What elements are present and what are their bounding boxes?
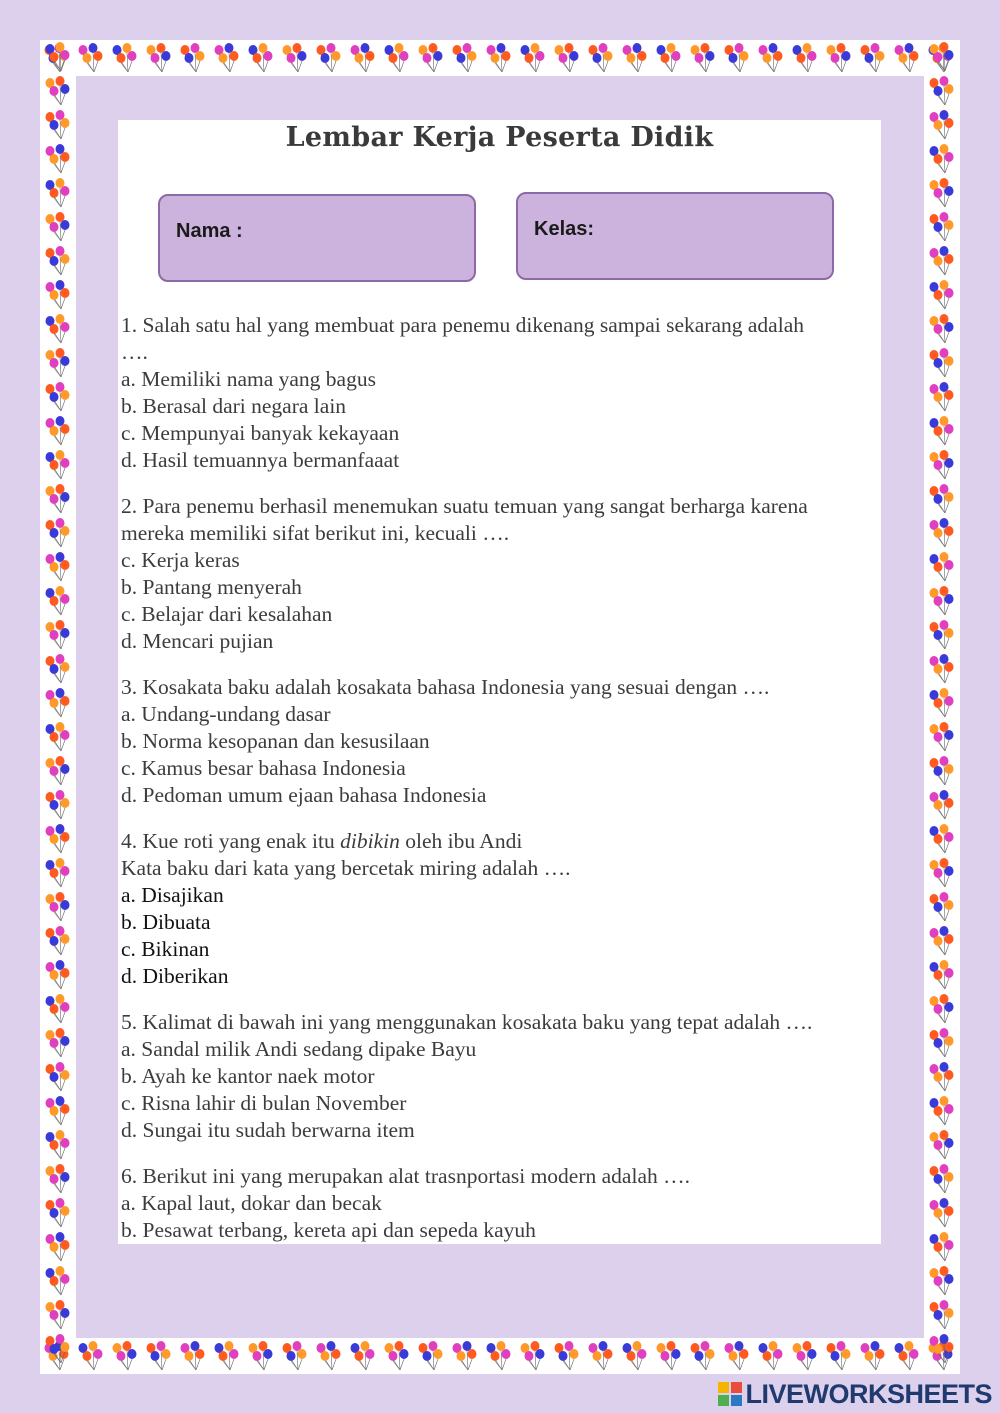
balloon-icon xyxy=(686,1339,720,1373)
balloon-icon xyxy=(346,41,380,75)
option[interactable]: a. Memiliki nama yang bagus xyxy=(121,367,376,391)
balloon-icon xyxy=(41,278,75,312)
option[interactable]: c. Mempunyai banyak kekayaan xyxy=(121,421,400,445)
balloon-icon xyxy=(482,1339,516,1373)
balloon-icon xyxy=(925,1094,959,1128)
balloon-icon xyxy=(618,1339,652,1373)
balloon-icon xyxy=(41,584,75,618)
balloon-icon xyxy=(754,1339,788,1373)
balloon-icon xyxy=(41,618,75,652)
question-text: 5. Kalimat di bawah ini yang menggunakan kosakata baku yang tepat adalah …. xyxy=(121,1010,813,1034)
option[interactable]: b. Norma kesopanan dan kesusilaan xyxy=(121,729,430,753)
question-text-end: oleh ibu Andi xyxy=(399,829,523,853)
balloon-icon xyxy=(925,652,959,686)
balloon-icon xyxy=(925,788,959,822)
option[interactable]: b. Pesawat terbang, kereta api dan sepeda kayuh xyxy=(121,1218,536,1242)
balloon-icon xyxy=(925,924,959,958)
balloon-icon xyxy=(925,278,959,312)
balloon-icon xyxy=(41,924,75,958)
balloon-border-bottom xyxy=(40,1338,960,1374)
balloon-icon xyxy=(41,1162,75,1196)
class-field[interactable] xyxy=(516,192,834,280)
question-list xyxy=(121,312,881,1263)
balloon-icon xyxy=(925,754,959,788)
worksheet-title: Lembar Kerja Peserta Didik xyxy=(285,122,714,153)
balloon-icon xyxy=(176,1339,210,1373)
balloon-icon xyxy=(41,958,75,992)
question-text: 1. Salah satu hal yang membuat para penemu dikenang sampai sekarang adalah xyxy=(121,313,804,337)
balloon-icon xyxy=(41,822,75,856)
balloon-icon xyxy=(925,380,959,414)
option[interactable]: b. Dibuata xyxy=(121,910,211,934)
balloon-icon xyxy=(41,210,75,244)
balloon-icon xyxy=(244,41,278,75)
balloon-icon xyxy=(754,41,788,75)
balloon-icon xyxy=(210,1339,244,1373)
balloon-icon xyxy=(448,41,482,75)
balloon-icon xyxy=(41,40,75,74)
balloon-icon xyxy=(925,40,959,74)
balloon-border-top xyxy=(40,40,960,76)
option[interactable]: b. Pantang menyerah xyxy=(121,575,302,599)
balloon-icon xyxy=(822,1339,856,1373)
balloon-icon xyxy=(925,312,959,346)
balloon-icon xyxy=(41,1332,75,1366)
balloon-icon xyxy=(925,1026,959,1060)
balloon-icon xyxy=(312,41,346,75)
balloon-icon xyxy=(448,1339,482,1373)
liveworksheets-logo[interactable] xyxy=(718,1378,992,1410)
balloon-icon xyxy=(380,1339,414,1373)
balloon-icon xyxy=(788,41,822,75)
balloon-icon xyxy=(652,1339,686,1373)
balloon-icon xyxy=(346,1339,380,1373)
balloon-icon xyxy=(720,41,754,75)
question-text: 6. Berikut ini yang merupakan alat trasnportasi modern adalah …. xyxy=(121,1164,690,1188)
class-label: Kelas: xyxy=(534,218,595,240)
balloon-icon xyxy=(41,1094,75,1128)
option[interactable]: d. Hasil temuannya bermanfaaat xyxy=(121,448,400,472)
balloon-icon xyxy=(41,788,75,822)
balloon-icon xyxy=(925,686,959,720)
option[interactable]: b. Berasal dari negara lain xyxy=(121,394,347,418)
worksheet-paper xyxy=(118,120,881,1244)
balloon-icon xyxy=(925,516,959,550)
balloon-icon xyxy=(176,41,210,75)
balloon-icon xyxy=(925,890,959,924)
balloon-icon xyxy=(925,346,959,380)
balloon-icon xyxy=(41,448,75,482)
balloon-icon xyxy=(890,1339,924,1373)
balloon-icon xyxy=(41,754,75,788)
question-text xyxy=(121,828,881,855)
balloon-icon xyxy=(414,1339,448,1373)
balloon-icon xyxy=(278,41,312,75)
option[interactable]: d. Diberikan xyxy=(121,964,229,988)
balloon-icon xyxy=(925,448,959,482)
balloon-icon xyxy=(788,1339,822,1373)
option[interactable]: c. Kerja keras xyxy=(121,548,240,572)
balloon-icon xyxy=(41,312,75,346)
question-5 xyxy=(121,1009,881,1144)
balloon-icon xyxy=(925,1298,959,1332)
balloon-icon xyxy=(925,1230,959,1264)
balloon-icon xyxy=(925,1332,959,1366)
balloon-icon xyxy=(41,686,75,720)
option[interactable]: a. Sandal milik Andi sedang dipake Bayu xyxy=(121,1037,477,1061)
balloon-icon xyxy=(925,244,959,278)
option[interactable]: c. Bikinan xyxy=(121,937,210,961)
balloon-icon xyxy=(925,822,959,856)
balloon-icon xyxy=(41,482,75,516)
balloon-icon xyxy=(516,41,550,75)
balloon-icon xyxy=(74,1339,108,1373)
balloon-icon xyxy=(244,1339,278,1373)
brand-text: LIVEWORKSHEETS xyxy=(745,1378,992,1409)
balloon-icon xyxy=(41,244,75,278)
question-text: 2. Para penemu berhasil menemukan suatu temuan yang sangat berharga karena xyxy=(121,494,808,518)
balloon-icon xyxy=(925,1264,959,1298)
balloon-icon xyxy=(41,74,75,108)
balloon-border-left xyxy=(40,40,76,1374)
balloon-icon xyxy=(925,958,959,992)
option[interactable]: c. Kamus besar bahasa Indonesia xyxy=(121,756,406,780)
balloon-icon xyxy=(925,1196,959,1230)
balloon-icon xyxy=(925,1128,959,1162)
balloon-icon xyxy=(550,1339,584,1373)
balloon-icon xyxy=(925,176,959,210)
balloon-icon xyxy=(142,41,176,75)
balloon-icon xyxy=(210,41,244,75)
balloon-icon xyxy=(925,414,959,448)
balloon-icon xyxy=(41,516,75,550)
option[interactable]: d. Mencari pujian xyxy=(121,629,274,653)
question-2 xyxy=(121,493,881,655)
balloon-icon xyxy=(41,176,75,210)
italic-word: dibikin xyxy=(340,829,400,853)
balloon-icon xyxy=(856,41,890,75)
balloon-icon xyxy=(41,108,75,142)
option[interactable]: d. Pedoman umum ejaan bahasa Indonesia xyxy=(121,783,487,807)
balloon-icon xyxy=(686,41,720,75)
balloon-icon xyxy=(550,41,584,75)
balloon-icon xyxy=(925,856,959,890)
question-6 xyxy=(121,1163,881,1244)
name-label: Nama : xyxy=(176,220,243,242)
balloon-icon xyxy=(41,1230,75,1264)
liveworksheets-logo-icon xyxy=(718,1382,742,1406)
balloon-icon xyxy=(41,414,75,448)
question-1 xyxy=(121,312,881,474)
balloon-icon xyxy=(925,720,959,754)
balloon-icon xyxy=(925,210,959,244)
question-text: Kata baku dari kata yang bercetak miring adalah …. xyxy=(121,856,571,880)
balloon-icon xyxy=(925,550,959,584)
balloon-icon xyxy=(41,1128,75,1162)
balloon-icon xyxy=(856,1339,890,1373)
balloon-icon xyxy=(41,856,75,890)
option[interactable]: c. Belajar dari kesalahan xyxy=(121,602,333,626)
balloon-icon xyxy=(925,584,959,618)
option[interactable]: b. Ayah ke kantor naek motor xyxy=(121,1064,375,1088)
balloon-icon xyxy=(925,1162,959,1196)
question-text: 3. Kosakata baku adalah kosakata bahasa Indonesia yang sesuai dengan …. xyxy=(121,675,770,699)
balloon-icon xyxy=(142,1339,176,1373)
balloon-icon xyxy=(41,1196,75,1230)
balloon-icon xyxy=(41,890,75,924)
balloon-border-right xyxy=(924,40,960,1374)
balloon-icon xyxy=(890,41,924,75)
option[interactable]: a. Kapal laut, dokar dan becak xyxy=(121,1191,382,1215)
option[interactable]: a. Undang-undang dasar xyxy=(121,702,331,726)
balloon-icon xyxy=(925,74,959,108)
balloon-icon xyxy=(482,41,516,75)
balloon-icon xyxy=(925,992,959,1026)
balloon-icon xyxy=(516,1339,550,1373)
balloon-icon xyxy=(41,720,75,754)
balloon-icon xyxy=(41,346,75,380)
balloon-icon xyxy=(41,1264,75,1298)
option[interactable]: c. Risna lahir di bulan November xyxy=(121,1091,407,1115)
balloon-icon xyxy=(925,482,959,516)
balloon-icon xyxy=(41,652,75,686)
balloon-icon xyxy=(380,41,414,75)
balloon-icon xyxy=(414,41,448,75)
balloon-icon xyxy=(74,41,108,75)
question-3 xyxy=(121,674,881,809)
balloon-icon xyxy=(41,992,75,1026)
balloon-icon xyxy=(822,41,856,75)
balloon-icon xyxy=(720,1339,754,1373)
balloon-icon xyxy=(41,550,75,584)
balloon-icon xyxy=(925,108,959,142)
balloon-icon xyxy=(925,1060,959,1094)
balloon-icon xyxy=(108,41,142,75)
balloon-icon xyxy=(584,1339,618,1373)
balloon-icon xyxy=(41,1298,75,1332)
option[interactable]: d. Sungai itu sudah berwarna item xyxy=(121,1118,415,1142)
name-field[interactable] xyxy=(158,194,476,282)
question-text: mereka memiliki sifat berikut ini, kecuali …. xyxy=(121,521,510,545)
balloon-icon xyxy=(41,1026,75,1060)
balloon-icon xyxy=(925,618,959,652)
balloon-icon xyxy=(41,1060,75,1094)
balloon-icon xyxy=(925,142,959,176)
balloon-icon xyxy=(41,142,75,176)
balloon-icon xyxy=(618,41,652,75)
balloon-icon xyxy=(584,41,618,75)
question-text: …. xyxy=(121,340,148,364)
balloon-icon xyxy=(652,41,686,75)
question-4 xyxy=(121,828,881,990)
option[interactable]: a. Disajikan xyxy=(121,883,224,907)
balloon-icon xyxy=(312,1339,346,1373)
balloon-icon xyxy=(41,380,75,414)
balloon-icon xyxy=(278,1339,312,1373)
balloon-icon xyxy=(108,1339,142,1373)
question-text-start: 4. Kue roti yang enak itu xyxy=(121,829,341,853)
